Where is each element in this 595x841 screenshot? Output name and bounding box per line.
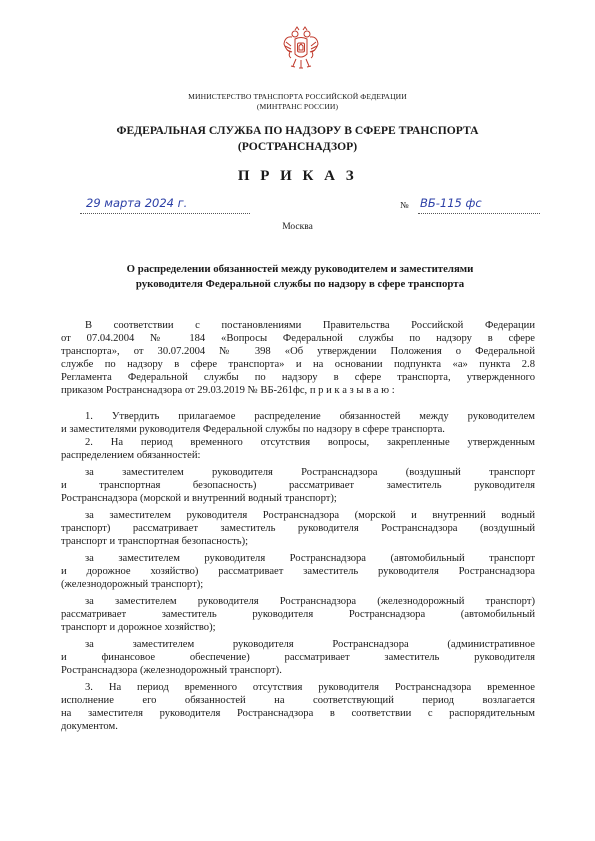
- body-line: (железнодорожный транспорт);: [61, 579, 204, 590]
- body-line: распределением обязанностей:: [61, 450, 201, 461]
- body-line: и дорожное хозяйство) рассматривает заместитель руководителя Ространснадзора: [61, 566, 535, 577]
- body-line: Ространснадзора (морской и внутренний водный транспорт);: [61, 493, 337, 504]
- order-date-field: [80, 198, 250, 214]
- order-title: П Р И К А З: [237, 168, 358, 184]
- order-subject-line-2: руководителя Федеральной службы по надзору в сфере транспорта: [135, 278, 465, 290]
- body-line: 1. Утвердить прилагаемое распределение обязанностей между руководителем: [85, 411, 535, 422]
- body-line: транспорт) рассматривает заместитель руководителя Ространснадзора (воздушный: [61, 523, 535, 534]
- body-line: Ространснадзора (железнодорожный транспорт).: [61, 665, 282, 676]
- order-number-handwritten: ВБ-115 фс: [420, 196, 482, 210]
- body-line: службе по надзору в сфере транспорта» и на основании подпункта «а» пункта 2.8: [61, 359, 535, 370]
- city: Москва: [282, 222, 313, 232]
- date-underline: [80, 213, 250, 214]
- body-line: Регламента Федеральной службы по надзору в сфере транспорта, утвержденного: [61, 372, 535, 383]
- body-line: за заместителем руководителя Ространснадзора (железнодорожный транспорт): [85, 596, 535, 607]
- coat-of-arms-icon: [282, 26, 320, 72]
- body-line: рассматривает заместитель руководителя Ространснадзора (автомобильный: [61, 609, 535, 620]
- body-line: транспорт и дорожное хозяйство);: [61, 622, 216, 633]
- body-line: за заместителем руководителя Ространснадзора (воздушный транспорт: [85, 467, 535, 478]
- body-line: за заместителем руководителя Ространснадзора (автомобильный транспорт: [85, 553, 535, 564]
- body-line: документом.: [61, 721, 118, 732]
- body-line: от 07.04.2004 № 184 «Вопросы Федеральной службы по надзору в сфере: [61, 333, 535, 344]
- order-number-field: [400, 198, 540, 214]
- number-underline: [418, 213, 540, 214]
- body-line: и заместителями руководителя Федеральной службы по надзору в сфере транспорта.: [61, 424, 445, 435]
- order-subject-line-1: О распределении обязанностей между руководителем и заместителями: [126, 263, 474, 275]
- body-line: за заместителем руководителя Ространснадзора (административное: [85, 639, 535, 650]
- body-line: исполнение его обязанностей на соответствующий период возлагается: [61, 695, 535, 706]
- body-line: транспорт и транспортная безопасность);: [61, 536, 249, 547]
- body-line: приказом Ространснадзора от 29.03.2019 № ВБ-261фс, п р и к а з ы в а ю :: [61, 385, 395, 396]
- body-line: транспорта», от 30.07.2004 № 398 «Об утверждении Положения о Федеральной: [61, 346, 535, 357]
- body-line: и транспортная безопасность) рассматривает заместитель руководителя: [61, 480, 535, 491]
- ministry-abbreviation: (МИНТРАНС РОССИИ): [256, 102, 339, 111]
- order-date-handwritten: 29 марта 2024 г.: [86, 196, 188, 210]
- body-line: на заместителя руководителя Ространснадзора в соответствии с распорядительным: [61, 708, 535, 719]
- body-line: В соответствии с постановлениями Правительства Российской Федерации: [85, 320, 535, 331]
- number-sign: №: [400, 200, 409, 210]
- body-line: 3. На период временного отсутствия руководителя Ространснадзора временное: [85, 682, 535, 693]
- body-line: и финансовое обеспечение) рассматривает заместитель руководителя: [61, 652, 535, 663]
- agency-name: ФЕДЕРАЛЬНАЯ СЛУЖБА ПО НАДЗОРУ В СФЕРЕ ТРАНСПОРТА: [116, 124, 479, 137]
- agency-abbreviation: (РОСТРАНСНАДЗОР): [237, 140, 358, 153]
- body-line: 2. На период временного отсутствия вопросы, закрепленные утвержденным: [85, 437, 535, 448]
- ministry-name: МИНИСТЕРСТВО ТРАНСПОРТА РОССИЙСКОЙ ФЕДЕРАЦИИ: [188, 92, 407, 101]
- body-line: за заместителем руководителя Ространснадзора (морской и внутренний водный: [85, 510, 535, 521]
